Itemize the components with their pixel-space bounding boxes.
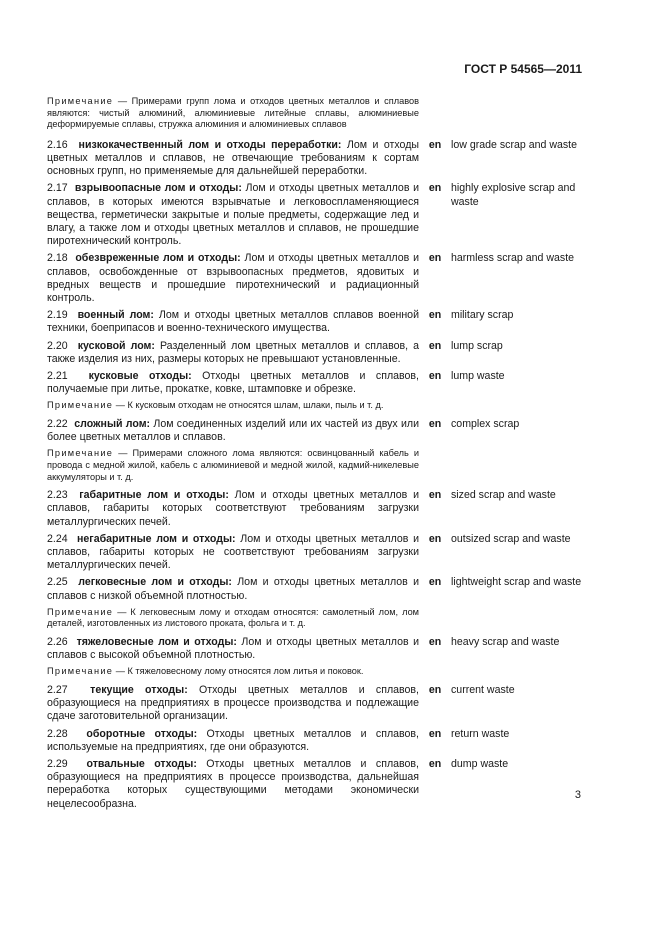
term-name: низкокачественный лом и отходы переработки: <box>78 138 342 151</box>
term-name: легковесные лом и отходы: <box>78 576 232 589</box>
term-entry <box>47 309 583 335</box>
english-equivalent: low grade scrap and waste <box>451 138 578 151</box>
term-definition <box>47 418 419 444</box>
language-code: en <box>428 370 442 383</box>
term-text: Отходы цветных металлов и сплавов, используемые на предприятиях, где они образуются. <box>47 727 419 753</box>
term-number: 2.27 <box>47 684 68 697</box>
term-text: Отходы цветных металлов и сплавов, получаемые при литье, прокатке, ковке, штамповке и обрезке. <box>47 370 419 396</box>
language-code: en <box>428 532 442 545</box>
term-number: 2.25 <box>47 576 68 589</box>
term-entry <box>47 576 583 602</box>
term-definition <box>47 252 419 305</box>
term-name: кусковой лом: <box>77 339 155 352</box>
term-entry <box>47 758 583 811</box>
term-text: Лом и отходы цветных металлов и сплавов, в которых имеются взрывчатые и легковоспламеняющиеся вещества, герметически закрытые и полые предметы, содержащие лед и влагу, а также лом и отходы цветных металлов и сплавов, не прошедшие пиротехнический контроль. <box>47 182 420 248</box>
note-label: Примечание <box>47 606 114 617</box>
term-text: Лом и отходы цветных металлов и сплавов, не отвечающие требованиям к сортам основных групп, но применяемые для дальнейшей переработки. <box>47 138 419 178</box>
term-definition <box>47 309 419 335</box>
term-number: 2.22 <box>47 418 68 431</box>
language-code: en <box>428 418 442 431</box>
term-text: Лом соединенных изделий или их частей из двух или более цветных металлов и сплавов. <box>47 418 420 444</box>
term-text: Лом и отходы цветных металлов и сплавов, габариты которых соответствуют требованиям загрузки металлургических печей. <box>47 489 419 528</box>
english-equivalent: heavy scrap and waste <box>451 636 560 649</box>
term-number: 2.24 <box>47 532 68 545</box>
term-name: военный лом: <box>77 309 154 322</box>
note <box>47 448 419 483</box>
term-name: взрывоопасные лом и отходы: <box>74 182 242 195</box>
note-text: — Примерами групп лома и отходов цветных металлов и сплавов являются: чистый алюминий, алюминиевые литейные сплавы, алюминиевые деформируемые сплавы, стружка алюминия и алюминиевых сплавов <box>47 96 419 130</box>
term-entry <box>47 340 583 366</box>
language-code: en <box>428 727 442 740</box>
term-number: 2.20 <box>47 339 68 352</box>
terms-list <box>47 96 583 815</box>
term-number: 2.28 <box>47 727 68 740</box>
note <box>47 96 419 131</box>
term-name: оборотные отходы: <box>86 727 198 740</box>
english-equivalent: lump waste <box>451 370 505 383</box>
note <box>47 607 419 630</box>
english-equivalent: outsized scrap and waste <box>451 532 571 545</box>
term-definition <box>47 636 419 662</box>
term-definition <box>47 684 419 724</box>
term-text: Отходы цветных металлов и сплавов, образующиеся на предприятиях в процессе производства и подлежащие сдаче заготовительной организации. <box>47 684 419 723</box>
term-entry <box>47 684 583 724</box>
term-definition <box>47 576 419 602</box>
term-text: Лом и отходы цветных металлов сплавов военной техники, боеприпасов и военно-технического имущества. <box>47 309 419 335</box>
term-entry <box>47 370 583 396</box>
note-label: Примечание <box>47 96 114 106</box>
english-equivalent: sized scrap and waste <box>451 489 556 502</box>
term-name: сложный лом: <box>74 418 151 431</box>
english-equivalent: highly explosive scrap and waste <box>451 182 576 208</box>
term-number: 2.26 <box>47 636 68 649</box>
term-entry <box>47 533 583 573</box>
term-number: 2.18 <box>47 252 68 265</box>
language-code: en <box>428 489 442 502</box>
note-label: Примечание <box>47 666 114 677</box>
english-equivalent: return waste <box>451 727 510 740</box>
term-number: 2.19 <box>47 309 68 322</box>
english-equivalent: complex scrap <box>451 418 520 431</box>
term-definition <box>47 182 419 248</box>
english-equivalent: lump scrap <box>451 339 503 352</box>
term-entry <box>47 252 583 305</box>
language-code: en <box>428 636 442 649</box>
note <box>47 400 419 412</box>
language-code: en <box>428 576 442 589</box>
term-text: Разделенный лом цветных металлов и сплавов, а также изделия из них, размеры которых не превышают установленные. <box>47 339 419 365</box>
language-code: en <box>428 182 442 195</box>
note <box>47 666 419 678</box>
term-text: Лом и отходы цветных металлов и сплавов с низкой объемной плотностью. <box>47 576 420 602</box>
term-definition <box>47 728 419 754</box>
english-equivalent: dump waste <box>451 758 509 771</box>
term-number: 2.21 <box>47 370 68 383</box>
term-entry <box>47 182 583 248</box>
term-name: тяжеловесные лом и отходы: <box>76 636 237 649</box>
term-text: Лом и отходы цветных металлов и сплавов, освобожденные от взрывоопасных предметов, ядовитых и вредных веществ и прошедшие пиротехнический и радиационный контроль. <box>47 252 419 305</box>
language-code: en <box>428 252 442 265</box>
language-code: en <box>428 309 442 322</box>
term-text: Лом и отходы цветных металлов и сплавов с высокой объемной плотностью. <box>47 636 420 662</box>
term-name: габаритные лом и отходы: <box>79 489 229 502</box>
term-text: Лом и отходы цветных металлов и сплавов, габариты которых не соответствуют требованиям загрузки металлургических печей. <box>47 532 419 572</box>
term-number: 2.16 <box>47 138 68 151</box>
term-number: 2.17 <box>47 182 68 195</box>
term-definition <box>47 758 419 811</box>
document-header: ГОСТ Р 54565—2011 <box>464 62 582 76</box>
term-name: кусковые отходы: <box>88 370 192 383</box>
note-text: — Примерами сложного лома являются: освинцованный кабель и провода с медной жилой, кабель с алюминиевой и медной жилой, кадмий-никелевые аккумуляторы и т. д. <box>47 448 419 482</box>
term-name: негабаритные лом и отходы: <box>77 532 236 545</box>
term-definition <box>47 370 419 396</box>
term-definition <box>47 340 419 366</box>
note-text: — К легковесным лому и отходам относятся: самолетный лом, лом деталей, изготовленных из листового проката, фольга и т. д. <box>47 606 419 629</box>
term-entry <box>47 728 583 754</box>
term-number: 2.23 <box>47 489 68 502</box>
language-code: en <box>428 758 442 771</box>
term-name: текущие отходы: <box>90 684 188 697</box>
term-entry <box>47 418 583 444</box>
language-code: en <box>428 138 442 151</box>
english-equivalent: current waste <box>451 684 515 697</box>
note-text: — К кусковым отходам не относятся шлам, шлаки, пыль и т. д. <box>113 400 384 411</box>
term-definition <box>47 139 419 179</box>
english-equivalent: military scrap <box>451 309 514 322</box>
language-code: en <box>428 684 442 697</box>
term-entry <box>47 139 583 179</box>
note-text: — К тяжеловесному лому относятся лом литья и поковок. <box>113 666 364 677</box>
note-label: Примечание <box>47 400 114 411</box>
term-name: обезвреженные лом и отходы: <box>75 252 241 265</box>
term-number: 2.29 <box>47 758 68 771</box>
page-number: 3 <box>574 789 581 801</box>
language-code: en <box>428 339 442 352</box>
term-entry <box>47 636 583 662</box>
term-text: Отходы цветных металлов и сплавов, образующиеся на предприятиях в процессе производства, дальнейшая переработка которых существующими методами экономически нецелесообразна. <box>47 758 419 810</box>
term-definition <box>47 489 419 529</box>
english-equivalent: lightweight scrap and waste <box>451 576 582 589</box>
term-name: отвальные отходы: <box>86 758 197 771</box>
note-label: Примечание <box>47 448 114 459</box>
term-entry <box>47 489 583 529</box>
english-equivalent: harmless scrap and waste <box>451 252 575 265</box>
term-definition <box>47 533 419 573</box>
